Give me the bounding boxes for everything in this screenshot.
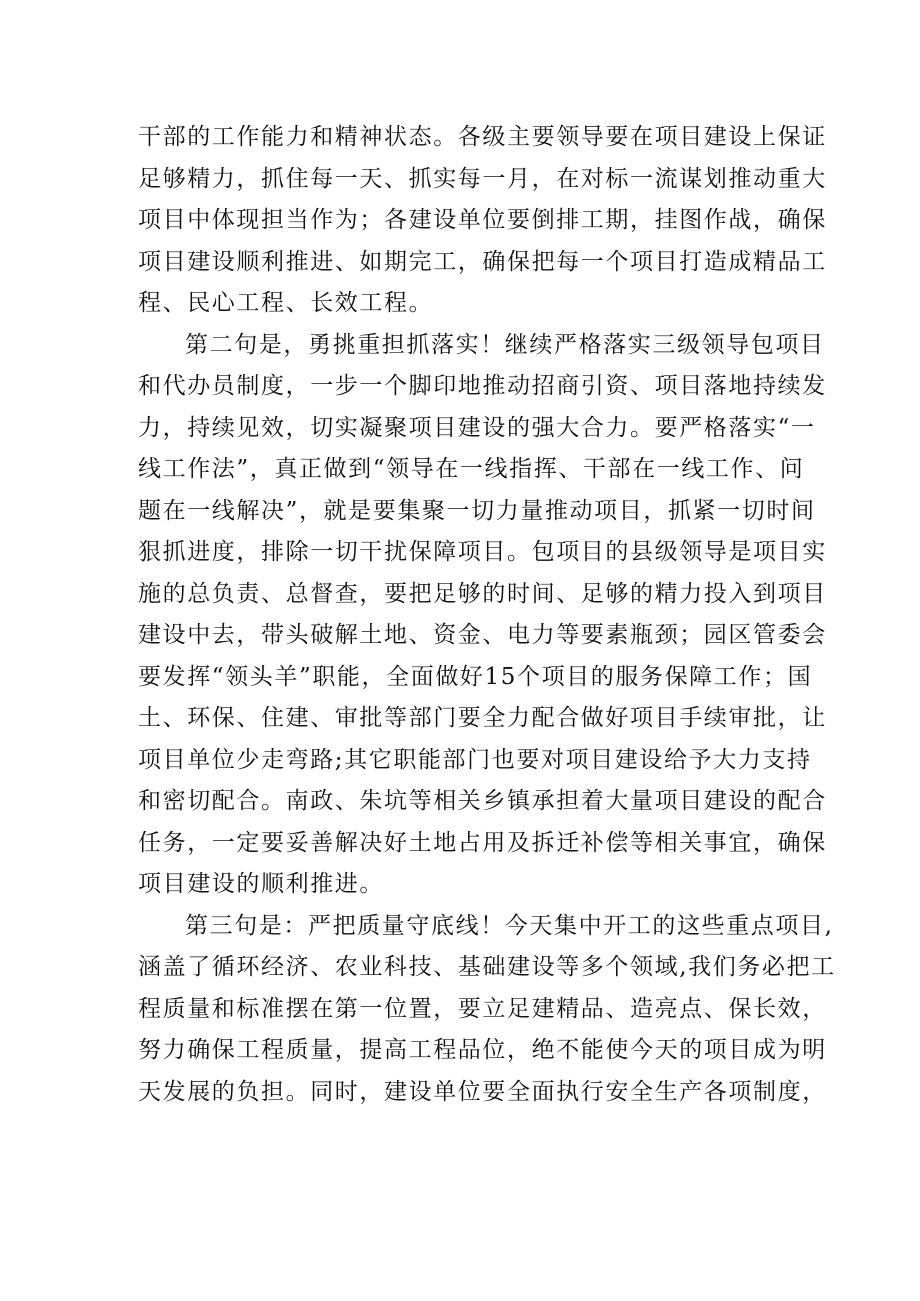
text-line: 项目建设顺利推进、如期完工，确保把每一个项目打造成精品工 xyxy=(138,248,827,275)
text-line: 项目建设的顺利推进。 xyxy=(138,871,384,897)
text-line: 狠抓进度，排除一切干扰保障项目。包项目的县级领导是项目实 xyxy=(138,539,827,565)
text-line: 努力确保工程质量，提高工程品位，绝不能使今天的项目成为明 xyxy=(138,1037,827,1063)
paragraph-1 xyxy=(138,117,827,325)
text-line: 项目单位少走弯路;其它职能部门也要对项目建设给予大力支持 xyxy=(138,746,812,773)
text-line: 建设中去，带头破解土地、资金、电力等要素瓶颈；园区管委会 xyxy=(138,622,827,648)
text-line: 和代办员制度，一步一个脚印地推动招商引资、项目落地持续发 xyxy=(138,373,827,399)
text-line: 程质量和标准摆在第一位置，要立足建精品、造亮点、保长效， xyxy=(138,995,827,1022)
text-line: 足够精力，抓住每一天、抓实每一月，在对标一流谋划推动重大 xyxy=(138,165,827,192)
text-line: 施的总负责、总督查，要把足够的时间、足够的精力投入到项目 xyxy=(138,580,827,607)
text-line: 题在一线解决”，就是要集聚一切力量推动项目，抓紧一切时间 xyxy=(138,497,816,524)
text-line: 线工作法”，真正做到“领导在一线指挥、干部在一线工作、问 xyxy=(138,456,805,482)
text-line: 项目中体现担当作为；各建设单位要倒排工期，挂图作战，确保 xyxy=(138,207,827,233)
text-line: 任务，一定要妥善解决好土地占用及拆迁补偿等相关事宜，确保 xyxy=(138,829,827,856)
text-line: 涵盖了循环经济、农业科技、基础建设等多个领域,我们务必把工 xyxy=(138,954,836,980)
text-line: 程、民心工程、长效工程。 xyxy=(138,290,434,316)
text-line: 天发展的负担。同时，建设单位要全面执行安全生产各项制度， xyxy=(138,1078,827,1105)
text-line: 干部的工作能力和精神状态。各级主要领导要在项目建设上保证 xyxy=(138,124,827,150)
text-line: 力，持续见效，切实凝聚项目建设的强大合力。要严格落实“一 xyxy=(138,414,816,441)
text-line: 第三句是：严把质量守底线！今天集中开工的这些重点项目, xyxy=(185,912,834,939)
text-line: 和密切配合。南政、朱坑等相关乡镇承担着大量项目建设的配合 xyxy=(138,788,827,814)
text-line: 第二句是，勇挑重担抓落实！继续严格落实三级领导包项目 xyxy=(185,331,825,358)
text-line: 要发挥“领头羊”职能，全面做好15个项目的服务保障工作；国 xyxy=(138,663,813,690)
paragraph-3 xyxy=(138,906,836,1114)
document-body xyxy=(138,117,836,1113)
paragraph-2 xyxy=(138,325,827,906)
text-line: 土、环保、住建、审批等部门要全力配合做好项目手续审批，让 xyxy=(138,705,827,731)
